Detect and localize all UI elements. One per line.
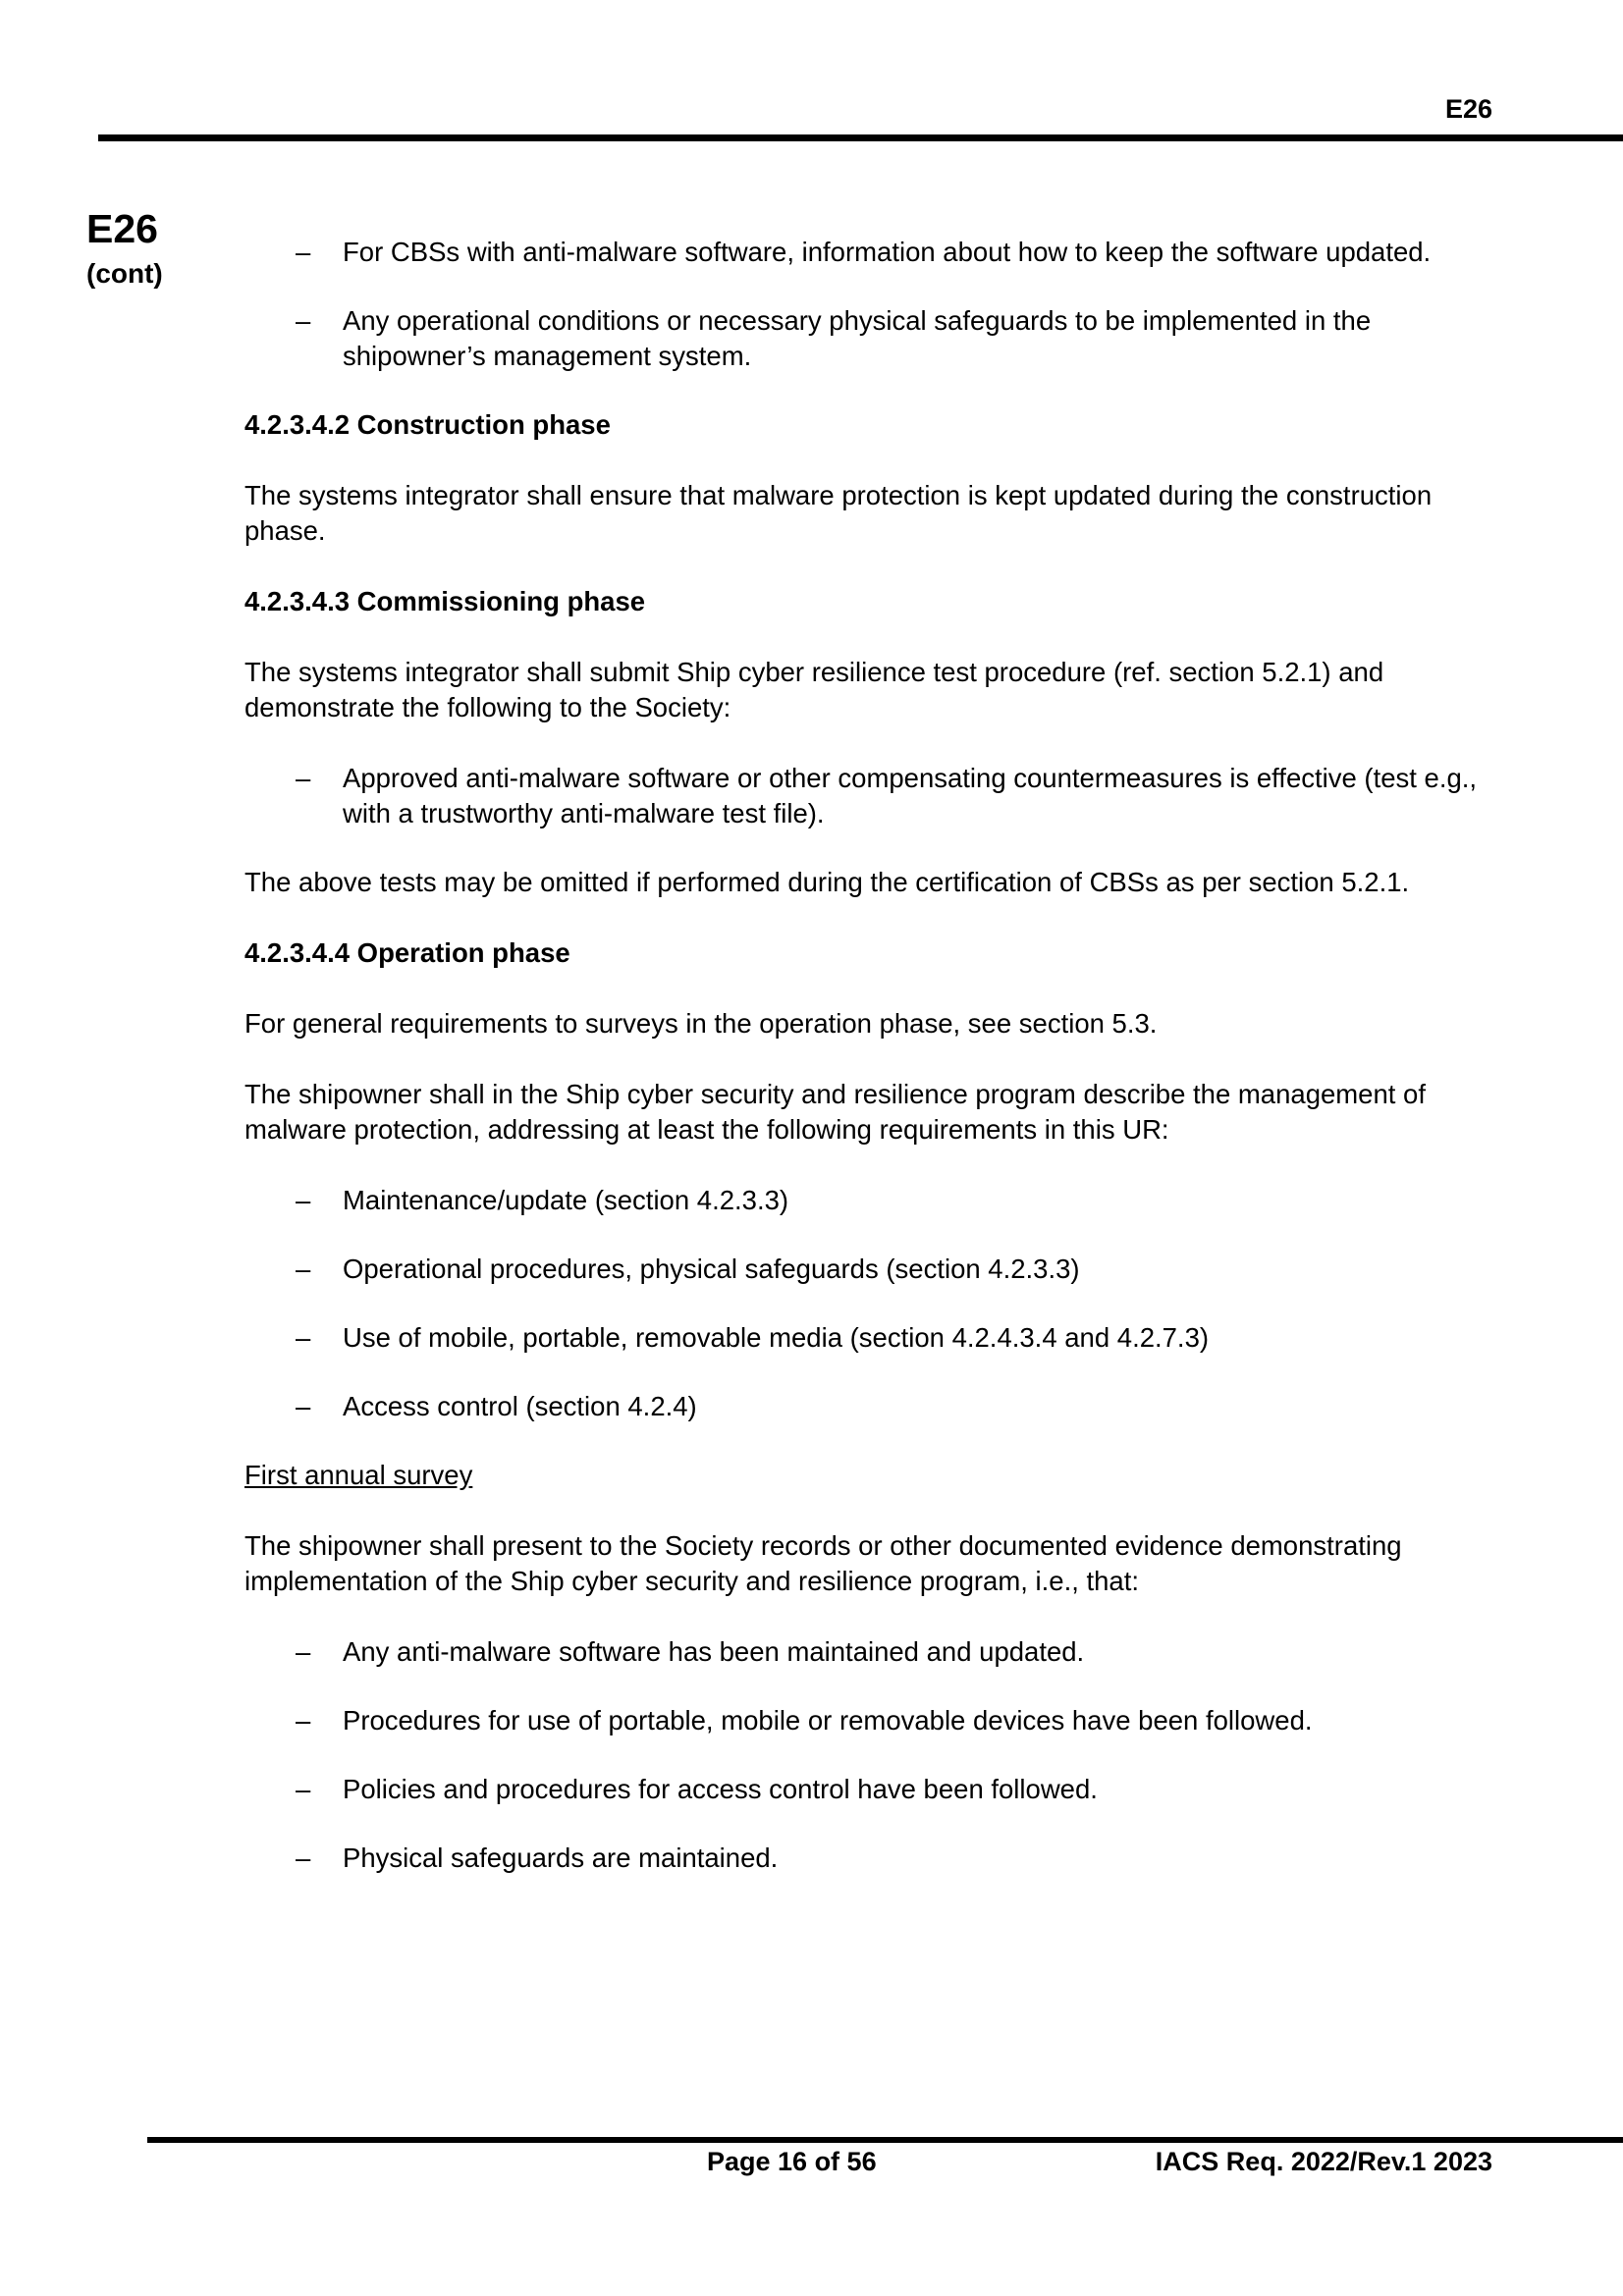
- side-doc-code: E26: [86, 206, 158, 251]
- bullet-list-commissioning: [244, 761, 1491, 831]
- page-number: Page 16 of 56: [707, 2147, 877, 2176]
- paragraph: The shipowner shall present to the Society records or other documented evidence demonstrating implementation of the Ship cyber security and resilience program, i.e., that:: [244, 1530, 1402, 1596]
- dash-bullet: –: [296, 1636, 311, 1667]
- dash-bullet: –: [296, 1185, 311, 1215]
- bullet-list-operation: [244, 1183, 1491, 1424]
- document-body: [244, 235, 1491, 1909]
- dash-bullet: –: [296, 1842, 311, 1873]
- document-reference: IACS Req. 2022/Rev.1 2023: [1155, 2147, 1492, 2176]
- list-item: [244, 761, 1491, 831]
- list-item-text: Any anti-malware software has been maintained and updated.: [343, 1636, 1085, 1667]
- dash-bullet: –: [296, 305, 311, 336]
- subheading-first-annual-survey: First annual survey: [244, 1460, 473, 1490]
- bullet-list-survey: [244, 1634, 1491, 1876]
- list-item: [244, 1772, 1491, 1807]
- list-item-text: Policies and procedures for access control have been followed.: [343, 1774, 1098, 1804]
- dash-bullet: –: [296, 237, 311, 267]
- section-heading-construction: 4.2.3.4.2 Construction phase: [244, 409, 611, 440]
- list-item: [244, 235, 1491, 270]
- dash-bullet: –: [296, 763, 311, 793]
- header-rule: [98, 134, 1623, 141]
- dash-bullet: –: [296, 1774, 311, 1804]
- bullet-list-requirements: [244, 235, 1491, 374]
- paragraph: The shipowner shall in the Ship cyber security and resilience program describe the management of malware protection, addressing at least the following requirements in this UR:: [244, 1079, 1426, 1145]
- paragraph: The above tests may be omitted if performed during the certification of CBSs as per section 5.2.1.: [244, 867, 1410, 897]
- dash-bullet: –: [296, 1391, 311, 1421]
- paragraph: The systems integrator shall submit Ship cyber resilience test procedure (ref. section 5.2.1) and demonstrate the following to the Society:: [244, 657, 1384, 722]
- list-item: [244, 1703, 1491, 1738]
- list-item-text: Access control (section 4.2.4): [343, 1391, 697, 1421]
- list-item: [244, 1841, 1491, 1876]
- header-doc-code: E26: [1444, 94, 1492, 124]
- footer-rule: [147, 2137, 1623, 2143]
- list-item-text: For CBSs with anti-malware software, information about how to keep the software updated.: [343, 237, 1432, 267]
- list-item: [244, 1320, 1491, 1356]
- paragraph: The systems integrator shall ensure that malware protection is kept updated during the construction phase.: [244, 480, 1433, 546]
- list-item-text: Operational procedures, physical safeguards (section 4.2.3.3): [343, 1254, 1080, 1284]
- list-item-text: Use of mobile, portable, removable media (section 4.2.4.3.4 and 4.2.7.3): [343, 1322, 1210, 1353]
- list-item: [244, 1634, 1491, 1670]
- list-item-text: Physical safeguards are maintained.: [343, 1842, 779, 1873]
- dash-bullet: –: [296, 1705, 311, 1735]
- side-continued-label: (cont): [86, 258, 163, 289]
- list-item-text: Procedures for use of portable, mobile or removable devices have been followed.: [343, 1705, 1313, 1735]
- list-item-text: Maintenance/update (section 4.2.3.3): [343, 1185, 789, 1215]
- list-item: [244, 1389, 1491, 1424]
- list-item-text: Approved anti-malware software or other compensating countermeasures is effective (test e.g., with a trustworthy anti-malware test file).: [343, 763, 1478, 828]
- section-heading-commissioning: 4.2.3.4.3 Commissioning phase: [244, 586, 646, 616]
- list-item: [244, 1252, 1491, 1287]
- list-item-text: Any operational conditions or necessary physical safeguards to be implemented in the shipowner’s management system.: [343, 305, 1372, 371]
- dash-bullet: –: [296, 1254, 311, 1284]
- dash-bullet: –: [296, 1322, 311, 1353]
- section-heading-operation: 4.2.3.4.4 Operation phase: [244, 937, 570, 968]
- list-item: [244, 303, 1491, 374]
- list-item: [244, 1183, 1491, 1218]
- paragraph: For general requirements to surveys in the operation phase, see section 5.3.: [244, 1008, 1158, 1039]
